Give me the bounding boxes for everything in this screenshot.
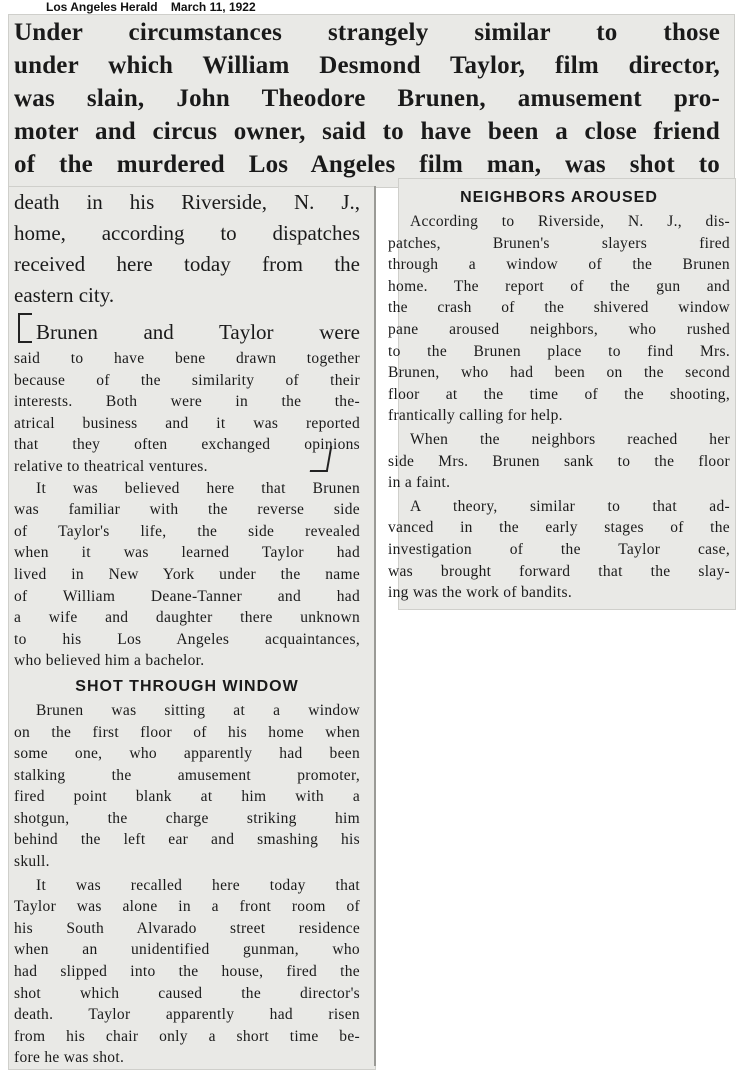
paragraph-a-theory [388, 496, 730, 604]
text-line: frantically calling for help. [388, 407, 563, 425]
text-line: stalking the amusement promoter, [14, 766, 360, 784]
text-line: when it was learned Taylor had [14, 544, 360, 562]
clipping-caption: Los Angeles Herald March 11, 1922 [46, 0, 256, 14]
text-line: behind the left ear and smashing his [14, 831, 360, 849]
lead-line: Under circumstances strangely similar to those [14, 19, 720, 46]
text-line: his South Alvarado street residence [14, 919, 360, 937]
text-line: who believed him a bachelor. [14, 652, 205, 670]
text-line: pane aroused neighbors, who rushed [388, 320, 730, 338]
text-line: home. The report of the gun and [388, 277, 730, 295]
text-line: of Taylor's life, the side revealed [14, 522, 360, 540]
text-line: was brought forward that the slay- [388, 562, 730, 580]
text-line: death. Taylor apparently had risen [14, 1006, 360, 1024]
text-line: fore he was shot. [14, 1049, 125, 1067]
paragraph-brunen-and-taylor [14, 317, 360, 478]
text-line: when an unidentified gunman, who [14, 941, 360, 959]
text-line: because of the similarity of their [14, 371, 360, 389]
text-line: Brunen was sitting at a window [36, 701, 360, 719]
lead-line: of the murdered Los Angeles film man, was shot to [14, 151, 720, 178]
lead-line: moter and circus owner, said to have been a close friend [14, 118, 720, 145]
text-line: home, according to dispatches [14, 221, 360, 245]
text-line: relative to theatrical ventures. [14, 457, 208, 475]
text-line: death in his Riverside, N. J., [14, 190, 360, 214]
hand-drawn-open-bracket [18, 313, 32, 343]
paragraph-according-to-riverside [388, 211, 730, 427]
text-line: interests. Both were in the the- [14, 393, 360, 411]
right-column [388, 183, 730, 604]
text-line: on the first floor of his home when [14, 723, 360, 741]
left-column [14, 187, 360, 1069]
text-line: atrical business and it was reported [14, 414, 360, 432]
subhead-shot-through-window: SHOT THROUGH WINDOW [75, 677, 299, 695]
text-line: investigation of the Taylor case, [388, 540, 730, 558]
text-line: shotgun, the charge striking him [14, 809, 360, 827]
text-line: Brunen and Taylor were [36, 320, 360, 344]
text-line: A theory, similar to that ad- [410, 497, 730, 515]
text-line: a wife and daughter there unknown [14, 609, 360, 627]
text-line: from his chair only a short time be- [14, 1027, 360, 1045]
text-line: in a faint. [388, 474, 451, 492]
text-line: When the neighbors reached her [410, 430, 730, 448]
text-line: patches, Brunen's slayers fired [388, 234, 730, 252]
lead-line: under which William Desmond Taylor, film director, [14, 52, 720, 79]
text-line: fired point blank at him with a [14, 788, 360, 806]
text-line: was familiar with the reverse side [14, 501, 360, 519]
text-line: the crash of the shivered window [388, 299, 730, 317]
text-line: to the Brunen place to find Mrs. [388, 342, 730, 360]
lead-line: was slain, John Theodore Brunen, amusement pro- [14, 85, 720, 112]
intro-paragraph [14, 187, 360, 311]
paragraph-sitting-at-window [14, 700, 360, 873]
column-divider [374, 186, 376, 1066]
text-line: to his Los Angeles acquaintances, [14, 630, 360, 648]
text-line: had slipped into the house, fired the [14, 963, 360, 981]
text-line: that they often exchanged opinions [14, 436, 360, 454]
text-line: side Mrs. Brunen sank to the floor [388, 452, 730, 470]
paragraph-neighbors-reached [388, 429, 730, 494]
paragraph-believed [14, 478, 360, 672]
text-line: According to Riverside, N. J., dis- [410, 213, 730, 230]
text-line: Brunen, who had been on the second [388, 364, 730, 382]
text-line: ing was the work of bandits. [388, 584, 573, 602]
text-line: received here today from the [14, 252, 360, 276]
text-line: floor at the time of the shooting, [388, 385, 730, 403]
subhead-neighbors-aroused: NEIGHBORS AROUSED [460, 189, 658, 206]
text-line: some one, who apparently had been [14, 745, 360, 763]
text-line: of William Deane-Tanner and had [14, 587, 360, 605]
text-line: eastern city. [14, 283, 115, 307]
text-line: Taylor was alone in a front room of [14, 898, 360, 916]
text-line: vanced in the early stages of the [388, 519, 730, 537]
text-line: said to have bene drawn together [14, 350, 360, 367]
paragraph-recalled [14, 875, 360, 1069]
text-line: It was believed here that Brunen [36, 479, 360, 497]
lead-paragraph [14, 16, 720, 181]
text-line: skull. [14, 853, 50, 871]
text-line: through a window of the Brunen [388, 256, 730, 274]
text-line: lived in New York under the name [14, 565, 360, 583]
text-line: shot which caused the director's [14, 984, 360, 1002]
text-line: It was recalled here today that [36, 876, 360, 894]
